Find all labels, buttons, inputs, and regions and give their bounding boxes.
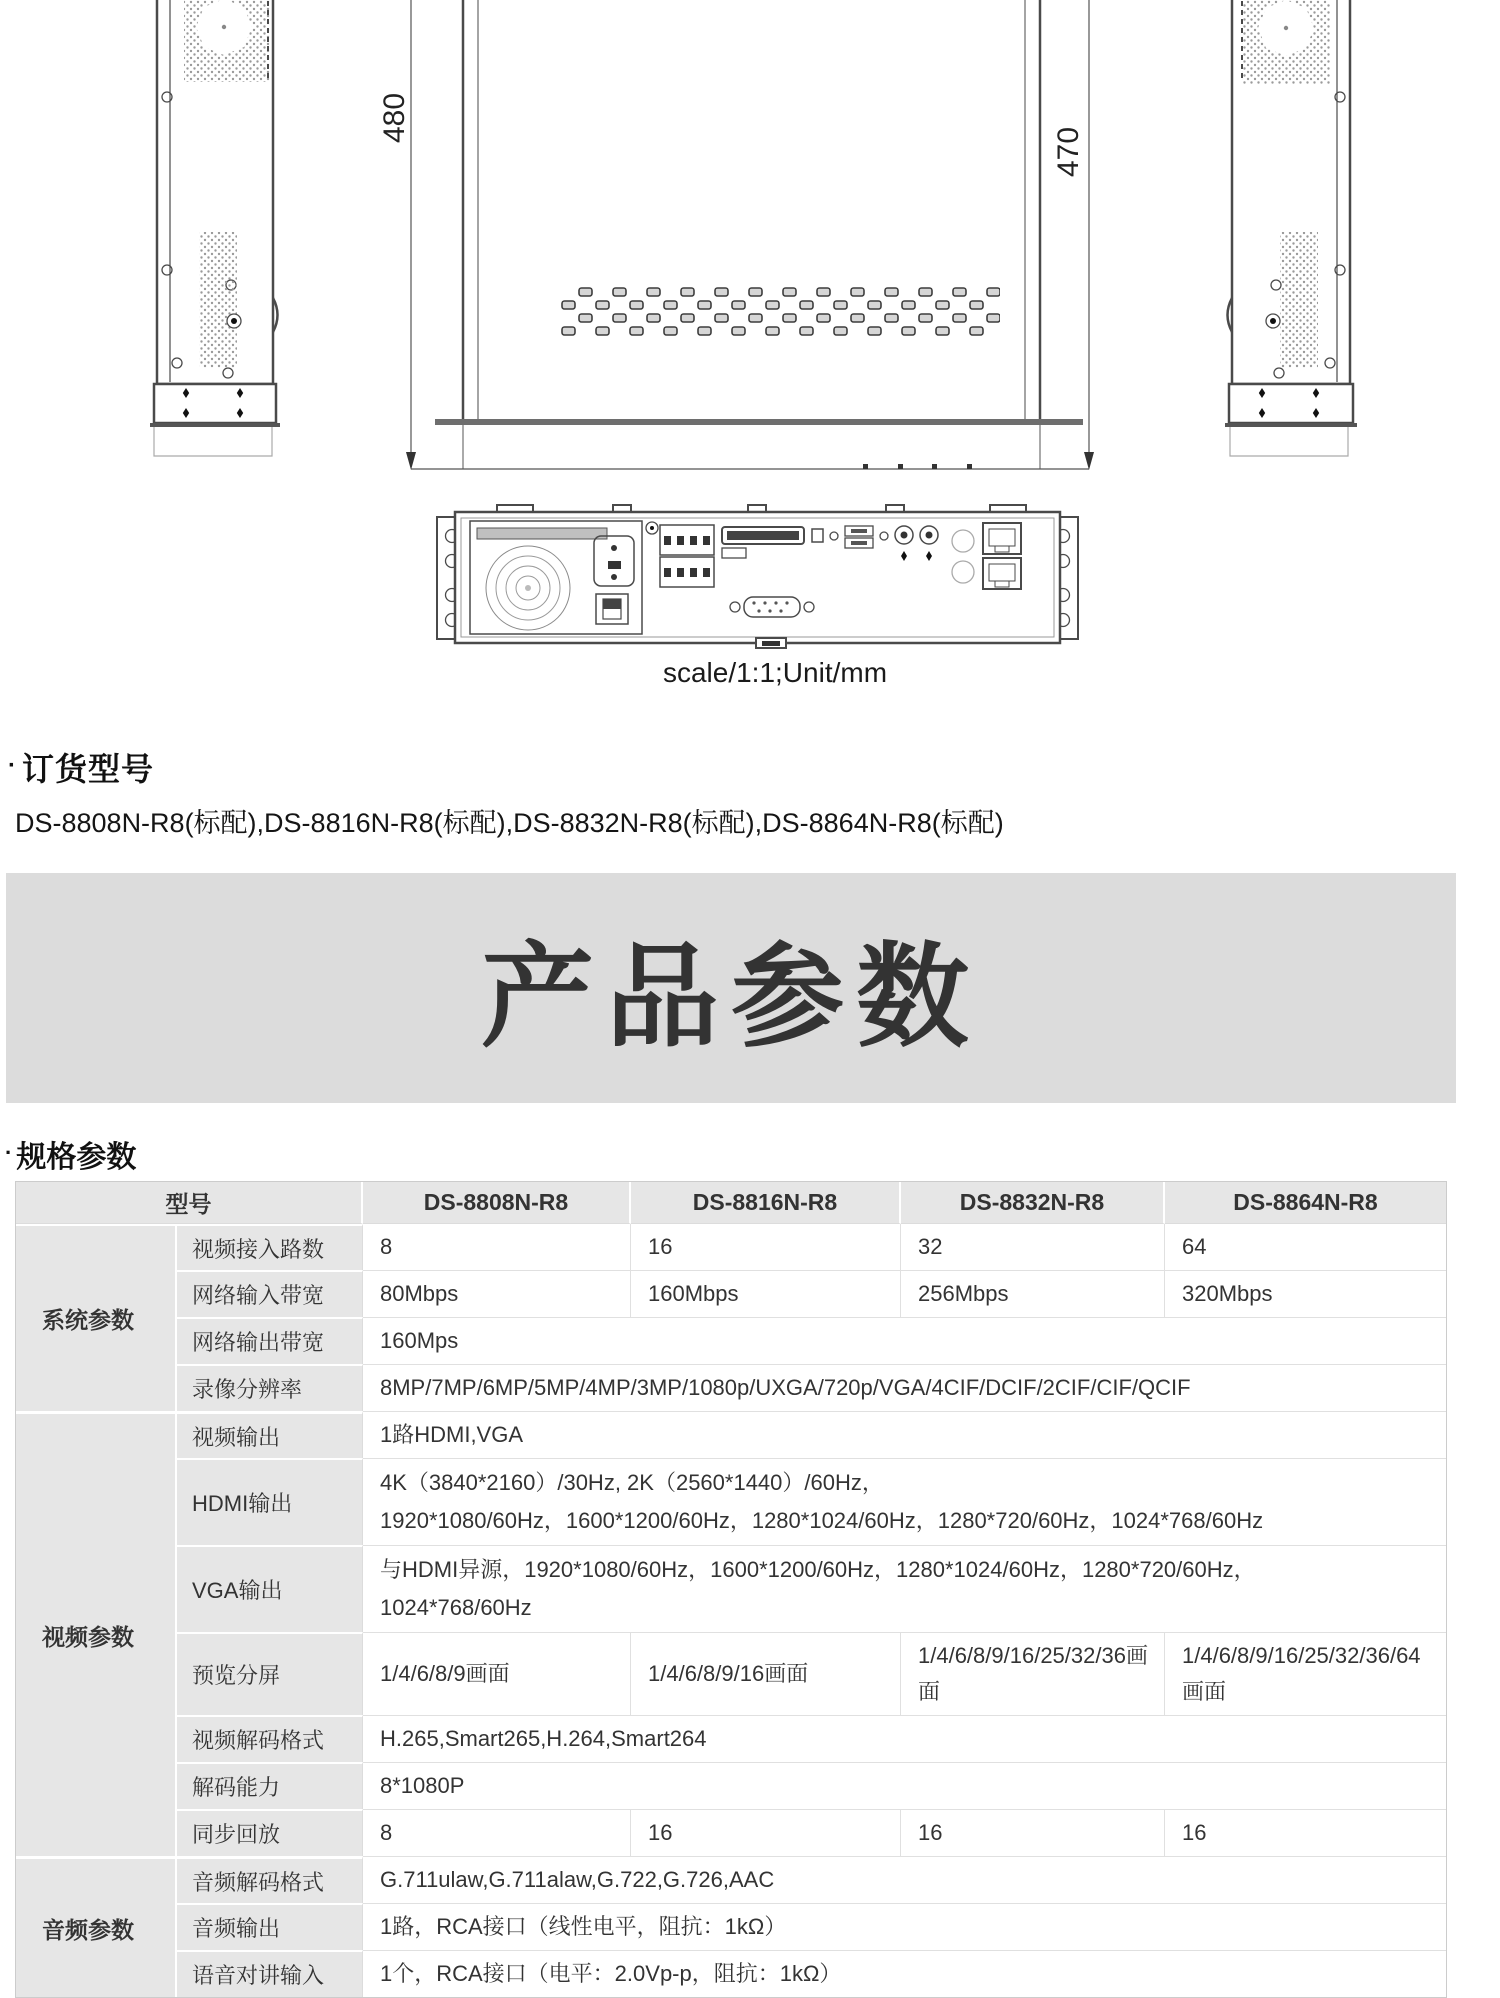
param-label-cell: 视频接入路数 [177,1224,363,1270]
param-label-cell: VGA输出 [177,1545,363,1632]
value-cell: 1/4/6/8/9/16/25/32/36/64画面 [1165,1632,1446,1715]
value-cell [363,1458,1446,1545]
value-cell: 1/4/6/8/9/16/25/32/36画面 [901,1632,1165,1715]
table-row [16,1411,1446,1458]
param-label-cell: 音频输出 [177,1903,363,1950]
value-cell: 16 [631,1224,901,1270]
value-cell: 16 [631,1809,901,1856]
order-section-heading [8,744,154,790]
value-cell: 256Mbps [901,1270,1165,1317]
dimension-drawings [0,0,1500,710]
value-cell: 1路，RCA接口（线性电平，阻抗：1kΩ） [363,1903,1446,1950]
table-row [16,1545,1446,1632]
table-row [16,1224,1446,1270]
banner-title: 产品参数 [481,934,981,1060]
value-line: 1024*768/60Hz [380,1595,532,1620]
drawing-caption: scale/1:1;Unit/mm [662,657,888,688]
param-label-cell: 网络输入带宽 [177,1270,363,1317]
right-side-view [1225,0,1357,456]
value-cell [363,1545,1446,1632]
value-cell: 16 [1165,1809,1446,1856]
value-line: 与HDMI异源，1920*1080/60Hz，1600*1200/60Hz，1280*1024/60Hz，1280*720/60Hz， [380,1557,1256,1582]
param-label-cell: 视频解码格式 [177,1715,363,1762]
model-header: DS-8864N-R8 [1165,1182,1446,1224]
spec-heading-text: 规格参数 [16,1141,137,1174]
param-label-cell: 解码能力 [177,1762,363,1809]
vent-strip-icon [1280,232,1318,368]
table-row [16,1458,1446,1545]
table-header-row [16,1182,1446,1224]
value-line: 4K（3840*2160）/30Hz, 2K（2560*1440）/60Hz， [380,1470,884,1495]
value-cell: 8 [363,1224,631,1270]
vent-grid-icon [560,285,1000,339]
value-cell: 8MP/7MP/6MP/5MP/4MP/3MP/1080p/UXGA/720p/VGA/4CIF/DCIF/2CIF/CIF/QCIF [363,1364,1446,1411]
table-row [16,1715,1446,1762]
product-params-banner [6,873,1456,1103]
value-line: 1920*1080/60Hz，1600*1200/60Hz，1280*1024/60Hz，1280*720/60Hz，1024*768/60Hz [380,1508,1264,1533]
table-row [16,1856,1446,1903]
order-heading-text: 订货型号 [22,751,155,787]
spec-table [15,1181,1447,1998]
dim-label-480: 480 [378,92,411,144]
top-view [435,0,1083,425]
value-cell: G.711ulaw,G.711alaw,G.722,G.726,AAC [363,1856,1446,1903]
spec-section-heading [5,1132,136,1176]
model-header: DS-8816N-R8 [631,1182,901,1224]
value-cell: 32 [901,1224,1165,1270]
value-cell: 1个，RCA接口（电平：2.0Vp-p，阻抗：1kΩ） [363,1950,1446,1997]
param-label-cell: 预览分屏 [177,1632,363,1715]
table-row [16,1809,1446,1856]
vent-strip-icon [199,232,237,368]
param-label-cell: 语音对讲输入 [177,1950,363,1997]
value-cell: 160Mbps [631,1270,901,1317]
value-cell: 1/4/6/8/9画面 [363,1632,631,1715]
param-label-cell: 网络输出带宽 [177,1317,363,1364]
rear-panel-view [437,505,1078,648]
group-cell: 系统参数 [16,1224,177,1411]
value-cell: 160Mps [363,1317,1446,1364]
table-row [16,1762,1446,1809]
value-cell: 8 [363,1809,631,1856]
value-cell: 320Mbps [1165,1270,1446,1317]
value-cell: 8*1080P [363,1762,1446,1809]
model-col-header: 型号 [16,1182,363,1224]
param-label-cell: 同步回放 [177,1809,363,1856]
value-cell: 16 [901,1809,1165,1856]
drawing-svg [0,0,1500,710]
table-row [16,1903,1446,1950]
param-label-cell: 录像分辨率 [177,1364,363,1411]
model-header: DS-8808N-R8 [363,1182,631,1224]
table-row [16,1950,1446,1997]
bullet-icon: · [5,1140,13,1165]
bullet-icon: · [8,752,17,779]
order-models-line: DS-8808N-R8(标配),DS-8816N-R8(标配),DS-8832N-R8(标配),DS-8864N-R8(标配) [15,808,1004,838]
group-cell: 视频参数 [16,1411,177,1856]
table-row [16,1364,1446,1411]
dim-label-470: 470 [1052,126,1085,178]
param-label-cell: 音频解码格式 [177,1856,363,1903]
param-label-cell: HDMI输出 [177,1458,363,1545]
value-cell: H.265,Smart265,H.264,Smart264 [363,1715,1446,1762]
table-row [16,1317,1446,1364]
value-cell: 1路HDMI,VGA [363,1411,1446,1458]
table-row [16,1270,1446,1317]
group-cell: 音频参数 [16,1856,177,1997]
param-label-cell: 视频输出 [177,1411,363,1458]
value-cell: 1/4/6/8/9/16画面 [631,1632,901,1715]
table-row [16,1632,1446,1715]
value-cell: 64 [1165,1224,1446,1270]
left-side-view [150,0,280,456]
model-header: DS-8832N-R8 [901,1182,1165,1224]
value-cell: 80Mbps [363,1270,631,1317]
